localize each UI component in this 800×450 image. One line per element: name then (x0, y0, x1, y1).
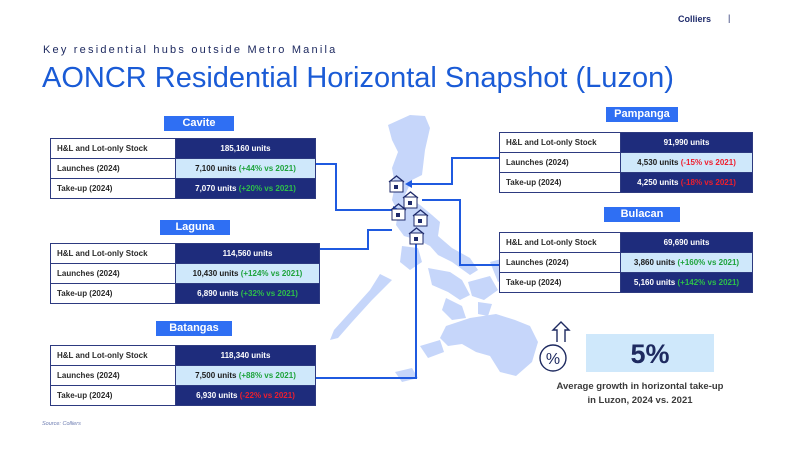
region-pill-pampanga: Pampanga (606, 107, 678, 122)
change-badge: (+32% vs 2021) (240, 289, 298, 298)
svg-text:%: % (545, 351, 561, 368)
region-table-laguna (50, 243, 320, 304)
brand-separator: | (728, 13, 731, 23)
row-label: Launches (2024) (500, 153, 621, 173)
region-table-cavite (50, 138, 316, 199)
page-title: AONCR Residential Horizontal Snapshot (Luzon) (42, 62, 674, 94)
row-value: 5,160 units (+142% vs 2021) (621, 273, 753, 293)
row-label: Launches (2024) (51, 264, 176, 284)
row-label: H&L and Lot-only Stock (500, 233, 621, 253)
row-label: Take-up (2024) (51, 179, 176, 199)
row-value: 7,500 units (+88% vs 2021) (176, 366, 316, 386)
change-badge: (-15% vs 2021) (680, 158, 736, 167)
change-badge: (+88% vs 2021) (238, 371, 296, 380)
growth-stat-caption (515, 380, 765, 408)
change-badge: (-22% vs 2021) (239, 391, 295, 400)
row-label: Take-up (2024) (500, 273, 621, 293)
growth-stat-line-2: in Luzon, 2024 vs. 2021 (587, 395, 693, 406)
row-label: Take-up (2024) (51, 386, 176, 406)
table-row (51, 346, 316, 366)
row-value: 91,990 units (621, 133, 753, 153)
row-label: Take-up (2024) (51, 284, 176, 304)
region-table-batangas (50, 345, 316, 406)
row-value: 4,530 units (-15% vs 2021) (621, 153, 753, 173)
row-value: 6,930 units (-22% vs 2021) (176, 386, 316, 406)
region-pill-laguna: Laguna (160, 220, 230, 235)
region-table-pampanga (499, 132, 753, 193)
row-value: 7,100 units (+44% vs 2021) (176, 159, 316, 179)
row-value: 10,430 units (+124% vs 2021) (176, 264, 320, 284)
row-value: 185,160 units (176, 139, 316, 159)
table-row (500, 153, 753, 173)
row-label: Take-up (2024) (500, 173, 621, 193)
table-row (51, 264, 320, 284)
row-value: 69,690 units (621, 233, 753, 253)
row-value: 6,890 units (+32% vs 2021) (176, 284, 320, 304)
row-label: Launches (2024) (500, 253, 621, 273)
row-value: 118,340 units (176, 346, 316, 366)
row-value: 7,070 units (+20% vs 2021) (176, 179, 316, 199)
change-badge: (+44% vs 2021) (238, 164, 296, 173)
source-note: Source: Colliers (42, 421, 81, 427)
row-value: 3,860 units (+160% vs 2021) (621, 253, 753, 273)
growth-stat-value: 5% (586, 334, 714, 372)
change-badge: (+160% vs 2021) (677, 258, 740, 267)
table-row (51, 179, 316, 199)
change-badge: (+142% vs 2021) (677, 278, 740, 287)
row-label: H&L and Lot-only Stock (500, 133, 621, 153)
table-row (500, 273, 753, 293)
table-row (51, 159, 316, 179)
row-value: 4,250 units (-18% vs 2021) (621, 173, 753, 193)
table-row (51, 139, 316, 159)
region-table-bulacan (499, 232, 753, 293)
row-label: H&L and Lot-only Stock (51, 346, 176, 366)
brand-logo-text: Colliers (678, 14, 712, 24)
change-badge: (+124% vs 2021) (240, 269, 303, 278)
row-value: 114,560 units (176, 244, 320, 264)
table-row (51, 366, 316, 386)
page-subtitle: Key residential hubs outside Metro Manila (43, 44, 338, 56)
row-label: Launches (2024) (51, 159, 176, 179)
table-row (51, 244, 320, 264)
row-label: H&L and Lot-only Stock (51, 244, 176, 264)
table-row (500, 173, 753, 193)
region-pill-batangas: Batangas (156, 321, 232, 336)
region-pill-bulacan: Bulacan (604, 207, 680, 222)
growth-stat-line-1: Average growth in horizontal take-up (556, 381, 724, 392)
table-row (51, 386, 316, 406)
percent-growth-icon (535, 320, 575, 376)
table-row (500, 233, 753, 253)
table-row (500, 133, 753, 153)
table-row (51, 284, 320, 304)
row-label: Launches (2024) (51, 366, 176, 386)
change-badge: (+20% vs 2021) (238, 184, 296, 193)
table-row (500, 253, 753, 273)
change-badge: (-18% vs 2021) (680, 178, 736, 187)
row-label: H&L and Lot-only Stock (51, 139, 176, 159)
region-pill-cavite: Cavite (164, 116, 234, 131)
